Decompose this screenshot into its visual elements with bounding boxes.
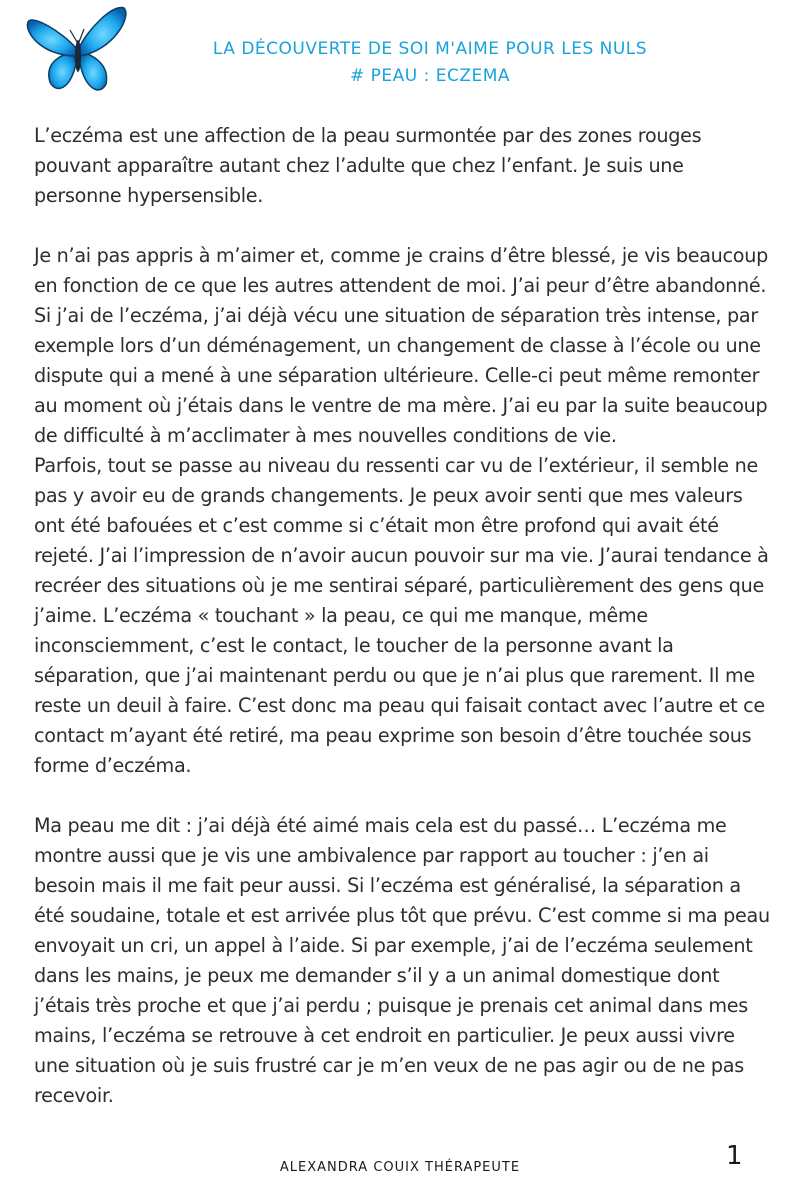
footer-author: ALEXANDRA COUIX THÉRAPEUTE <box>279 1160 521 1175</box>
document-body <box>34 121 774 1111</box>
document-subtitle: # PEAU : ECZEMA <box>349 66 511 86</box>
document-title: LA DÉCOUVERTE DE SOI M'AIME POUR LES NULS <box>212 39 648 59</box>
paragraph: Parfois, tout se passe au niveau du ressenti car vu de l’extérieur, il semble ne pas y avoir eu de grands changements. Je peux avoir senti que mes valeurs ont été bafouées et c’est comme si c’était mon être profond qui avait été rejeté. J’ai l’impression de n’avoir aucun pouvoir sur ma vie. J’aurai tendance à recréer des situations où je me sentirai séparé, particulièrement des gens que j’aime. L’eczéma « touchant » la peau, ce qui me manque, même inconsciemment, c’est le contact, le toucher de la personne avant la séparation, que j’ai maintenant perdu ou que je n’ai plus que rarement. Il me reste un deuil à faire. C’est donc ma peau qui faisait contact avec l’autre et ce contact m’ayant été retiré, ma peau exprime son besoin d’être touchée sous forme d’eczéma. <box>34 454 769 777</box>
butterfly-icon <box>22 2 132 98</box>
paragraph: Ma peau me dit : j’ai déjà été aimé mais cela est du passé… L’eczéma me montre aussi que je vis une ambivalence par rapport au toucher : j’en ai besoin mais il me fait peur aussi. Si l’eczéma est généralisé, la séparation a été soudaine, totale et est arrivée plus tôt que prévu. C’est comme si ma peau envoyait un cri, un appel à l’aide. Si par exemple, j’ai de l’eczéma seulement dans les mains, je peux me demander s’il y a un animal domestique dont j’étais très proche et que j’ai perdu ; puisque je prenais cet animal dans mes mains, l’eczéma se retrouve à cet endroit en particulier. Je peux aussi vivre une situation où je suis frustré car je m’en veux de ne pas agir ou de ne pas recevoir. <box>34 814 770 1107</box>
paragraph: L’eczéma est une affection de la peau surmontée par des zones rouges pouvant apparaître autant chez l’adulte que chez l’enfant. Je suis une personne hypersensible. <box>34 124 702 207</box>
page-number: 1 <box>726 1141 743 1171</box>
paragraph: Je n’ai pas appris à m’aimer et, comme je crains d’être blessé, je vis beaucoup en fonction de ce que les autres attendent de moi. J’ai peur d’être abandonné. Si j’ai de l’eczéma, j’ai déjà vécu une situation de séparation très intense, par exemple lors d’un déménagement, un changement de classe à l’école ou une dispute qui a mené à une séparation ultérieure. Celle-ci peut même remonter au moment où j’étais dans le ventre de ma mère. J’ai eu par la suite beaucoup de difficulté à m’acclimater à mes nouvelles conditions de vie. <box>34 244 768 447</box>
document-header <box>140 36 720 90</box>
